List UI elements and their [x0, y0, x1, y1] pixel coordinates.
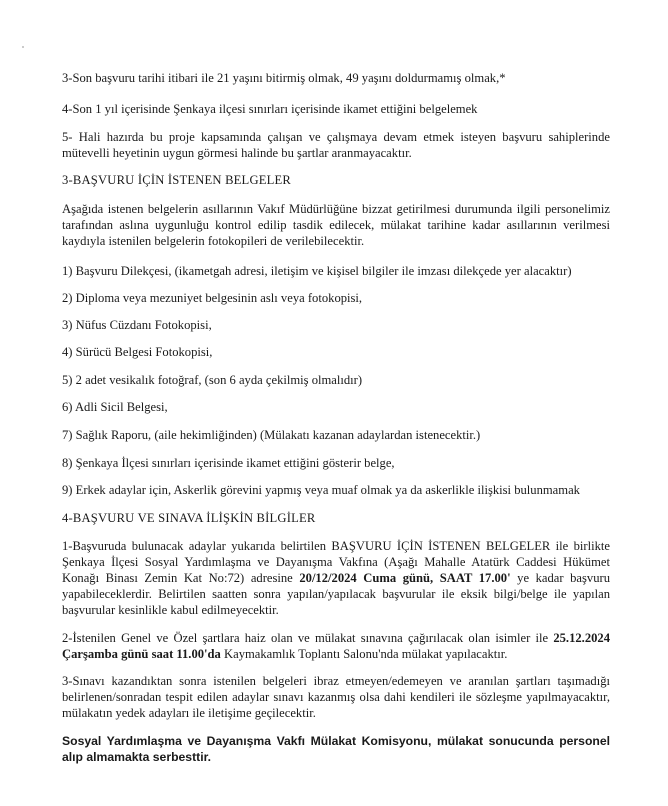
application-paragraph-2-text-a: 2-İstenilen Genel ve Özel şartlara haiz olan ve mülakat sınavına çağırılacak olan isimler ile	[62, 631, 554, 645]
documents-heading: 3-BAŞVURU İÇİN İSTENEN BELGELER	[62, 173, 292, 187]
document-item-4: 4) Sürücü Belgesi Fotokopisi,	[62, 345, 213, 359]
application-paragraph-1-text-c: ye kadar başvuru yapabileceklerdir. Belirtilen saatten sonra yapılan/yapılacak başvurular ile eksik bilgi/belge ile yapılan başvurular kesinlikle kabul edilmeyecektir.	[62, 571, 611, 617]
application-deadline: 20/12/2024 Cuma günü, SAAT 17.00'	[299, 571, 511, 585]
application-paragraph-1	[62, 538, 610, 618]
document-item-3: 3) Nüfus Cüzdanı Fotokopisi,	[62, 318, 212, 332]
document-item-5: 5) 2 adet vesikalık fotoğraf, (son 6 ayda çekilmiş olmalıdır)	[62, 373, 363, 387]
document-item-6: 6) Adli Sicil Belgesi,	[62, 400, 168, 414]
scan-speck	[22, 46, 24, 48]
application-paragraph-2	[62, 630, 610, 662]
application-paragraph-3: 3-Sınavı kazandıktan sonra istenilen belgeleri ibraz etmeyen/edemeyen ve aranılan şartları taşımadığı belirlenen/sonradan tespit edilen adaylar sınavı kazanmış olsa dahi kendileri ile sözleşme yapılmayacaktır, mülakatın yedek adayları ile iletişime geçilecektir.	[62, 674, 610, 720]
condition-4: 4-Son 1 yıl içerisinde Şenkaya ilçesi sınırları içerisinde ikamet ettiğini belgelemek	[62, 102, 478, 116]
document-item-8: 8) Şenkaya İlçesi sınırları içerisinde ikamet ettiğini gösterir belge,	[62, 456, 395, 470]
document-item-9: 9) Erkek adaylar için, Askerlik görevini yapmış veya muaf olmak ya da askerlikle ilişkisi bulunmamak	[62, 483, 580, 497]
closing-statement: Sosyal Yardımlaşma ve Dayanışma Vakfı Mülakat Komisyonu, mülakat sonucunda personel alıp almamakta serbesttir.	[62, 734, 610, 764]
documents-intro: Aşağıda istenen belgelerin asıllarının Vakıf Müdürlüğüne bizzat getirilmesi durumunda ilgili personelimiz tarafından aslına uygunluğu kontrol edilip tasdik edilecek, mülakat tarihine kadar asıllarının verilmesi kaydıyla istenilen belgelerin fotokopileri de verilebilecektir.	[62, 202, 610, 248]
application-paragraph-1-text-a: 1-Başvuruda bulunacak adaylar yukarıda belirtilen BAŞVURU İÇİN İSTENEN BELGELER ile birlikte Şenkaya İlçesi Sosyal Yardımlaşma ve Dayanışma Vakfına (Aşağı Mahalle Atatürk Caddesi Hükümet Konağı Binası Zemin Kat No:72) adresine	[62, 539, 610, 585]
condition-5: 5- Hali hazırda bu proje kapsamında çalışan ve çalışmaya devam etmek isteyen başvuru sahiplerinde mütevelli heyetinin uygun görmesi halinde bu şartlar aranmayacaktır.	[62, 130, 610, 160]
document-item-1: 1) Başvuru Dilekçesi, (ikametgah adresi, iletişim ve kişisel bilgiler ile imzası dilekçede yer alacaktır)	[62, 264, 572, 278]
document-item-2: 2) Diploma veya mezuniyet belgesinin aslı veya fotokopisi,	[62, 291, 363, 305]
condition-3: 3-Son başvuru tarihi itibari ile 21 yaşını bitirmiş olmak, 49 yaşını doldurmamış olmak,*	[62, 71, 506, 85]
application-paragraph-2-text-c: Kaymakamlık Toplantı Salonu'nda mülakat yapılacaktır.	[220, 647, 508, 661]
document-item-7: 7) Sağlık Raporu, (aile hekimliğinden) (Mülakatı kazanan adaylardan istenecektir.)	[62, 428, 481, 442]
application-heading: 4-BAŞVURU VE SINAVA İLİŞKİN BİLGİLER	[62, 511, 316, 525]
interview-date: 25.12.2024 Çarşamba günü saat 11.00'da	[62, 631, 610, 661]
